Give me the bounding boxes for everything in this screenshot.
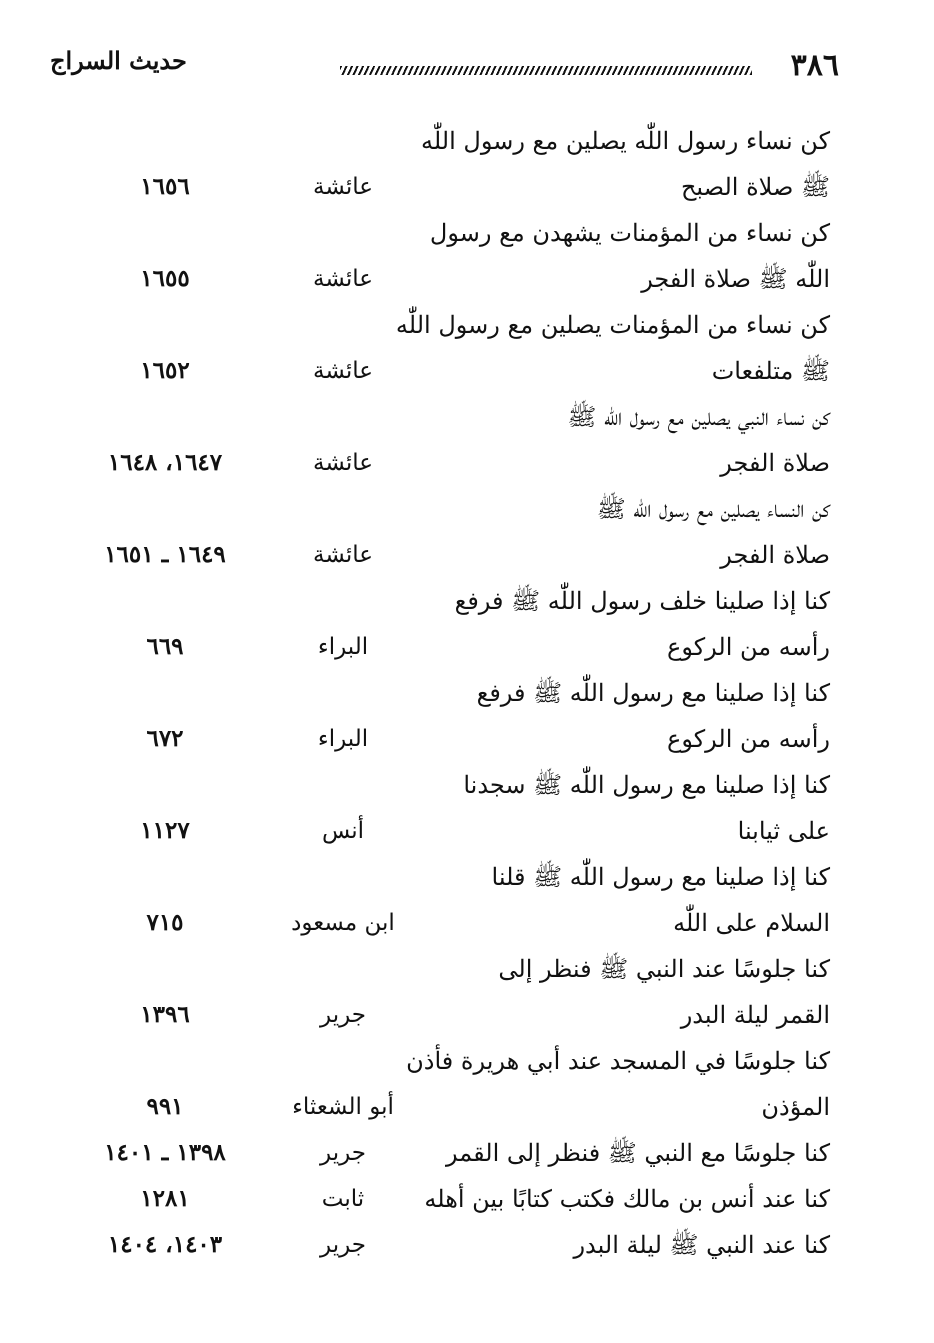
hadith-text: رأسه من الركوع [667, 725, 830, 753]
narrator: ثابت [321, 1186, 365, 1212]
index-entry [80, 394, 850, 486]
hadith-text: صلاة الفجر [720, 449, 830, 477]
entry-line [80, 854, 850, 900]
index-entry [80, 762, 850, 854]
index-entries [80, 118, 850, 1268]
hadith-text: كنا جلوسًا مع النبي ﷺ فنظر إلى القمر [446, 1139, 830, 1167]
hadith-text: رأسه من الركوع [667, 633, 830, 661]
index-entry [80, 486, 850, 578]
entry-line [80, 532, 850, 578]
narrator: عائشة [313, 358, 373, 384]
hadith-text: السلام على اللّٰه [673, 909, 830, 937]
entry-line [80, 256, 850, 302]
hadith-number: ١٦٥٢ [140, 357, 190, 384]
entry-line [80, 440, 850, 486]
hadith-text: كن نساء النبي يصلين مع رسول اللّٰه ﷺ [567, 403, 830, 431]
entry-line [80, 900, 850, 946]
hadith-text: كنا عند النبي ﷺ ليلة البدر [573, 1231, 830, 1259]
entry-line [80, 578, 850, 624]
index-entry [80, 302, 850, 394]
hadith-number: ٧١٥ [146, 909, 184, 936]
entry-line [80, 1222, 850, 1268]
hadith-number: ١٦٤٩ ـ ١٦٥١ [104, 541, 226, 568]
narrator: البراء [317, 634, 369, 660]
hadith-number: ١٣٩٨ ـ ١٤٠١ [104, 1139, 226, 1166]
narrator: أنس [321, 818, 365, 844]
entry-line [80, 302, 850, 348]
hadith-text: كنا جلوسًا في المسجد عند أبي هريرة فأذن [406, 1047, 830, 1075]
narrator: عائشة [313, 174, 373, 200]
narrator: جرير [320, 1002, 366, 1028]
hadith-text: كن النساء يصلين مع رسول اللّٰه ﷺ [596, 495, 830, 523]
hadith-number: ١٢٨١ [140, 1185, 190, 1212]
hadith-number: ١٦٤٧، ١٦٤٨ [107, 449, 223, 476]
hadith-text: على ثيابنا [737, 817, 830, 845]
index-entry [80, 210, 850, 302]
narrator: عائشة [313, 266, 373, 292]
hadith-text: صلاة الفجر [720, 541, 830, 569]
hadith-number: ٦٧٢ [146, 725, 184, 752]
index-entry [80, 854, 850, 946]
hadith-number: ١٦٥٥ [140, 265, 190, 292]
hadith-number: ٦٦٩ [146, 633, 184, 660]
book-title: حديث السراج [50, 46, 187, 75]
narrator: عائشة [313, 450, 373, 476]
entry-line [80, 1038, 850, 1084]
entry-line [80, 992, 850, 1038]
entry-line [80, 716, 850, 762]
index-entry [80, 670, 850, 762]
hadith-text: كن نساء من المؤمنات يصلين مع رسول اللّٰه [395, 311, 830, 339]
page-number: ٣٨٦ [790, 48, 839, 83]
hadith-text: كنا إذا صلينا مع رسول اللّٰه ﷺ فرفع [476, 679, 830, 707]
entry-line [80, 1130, 850, 1176]
header-rule [340, 66, 752, 75]
hadith-text: كن نساء رسول اللّٰه يصلين مع رسول اللّٰه [420, 127, 830, 155]
page-header [0, 42, 934, 92]
hadith-text: كنا إذا صلينا مع رسول اللّٰه ﷺ سجدنا [463, 771, 830, 799]
index-entry [80, 1038, 850, 1130]
entry-line [80, 946, 850, 992]
narrator: عائشة [313, 542, 373, 568]
entry-line [80, 808, 850, 854]
hadith-text: كنا إذا صلينا خلف رسول اللّٰه ﷺ فرفع [454, 587, 830, 615]
entry-line [80, 486, 850, 532]
index-entry [80, 946, 850, 1038]
entry-line [80, 624, 850, 670]
entry-line [80, 164, 850, 210]
narrator: جرير [320, 1140, 366, 1166]
narrator: جرير [320, 1232, 366, 1258]
entry-line [80, 348, 850, 394]
hadith-text: كن نساء من المؤمنات يشهدن مع رسول [429, 219, 830, 247]
entry-line [80, 118, 850, 164]
hadith-number: ٩٩١ [146, 1093, 184, 1120]
narrator: ابن مسعود [291, 910, 395, 936]
entry-line [80, 670, 850, 716]
entry-line [80, 394, 850, 440]
entry-line [80, 1084, 850, 1130]
hadith-text: كنا إذا صلينا مع رسول اللّٰه ﷺ قلنا [491, 863, 830, 891]
narrator: أبو الشعثاء [292, 1094, 394, 1120]
entry-line [80, 762, 850, 808]
entry-line [80, 1176, 850, 1222]
hadith-text: كنا عند أنس بن مالك فكتب كتابًا بين أهله [424, 1185, 830, 1213]
hadith-text: ﷺ صلاة الصبح [680, 173, 830, 201]
hadith-number: ١٣٩٦ [140, 1001, 190, 1028]
index-entry [80, 1222, 850, 1268]
entry-line [80, 210, 850, 256]
narrator: البراء [317, 726, 369, 752]
hadith-text: كنا جلوسًا عند النبي ﷺ فنظر إلى [498, 955, 830, 983]
hadith-number: ١٦٥٦ [140, 173, 190, 200]
index-entry [80, 578, 850, 670]
hadith-number: ١٤٠٣، ١٤٠٤ [107, 1231, 223, 1258]
index-entry [80, 118, 850, 210]
index-entry [80, 1176, 850, 1222]
hadith-text: ﷺ متلفعات [711, 357, 830, 385]
hadith-text: القمر ليلة البدر [680, 1001, 830, 1029]
hadith-text: اللّٰه ﷺ صلاة الفجر [641, 265, 830, 293]
hadith-text: المؤذن [761, 1093, 830, 1121]
index-entry [80, 1130, 850, 1176]
hadith-number: ١١٢٧ [140, 817, 190, 844]
